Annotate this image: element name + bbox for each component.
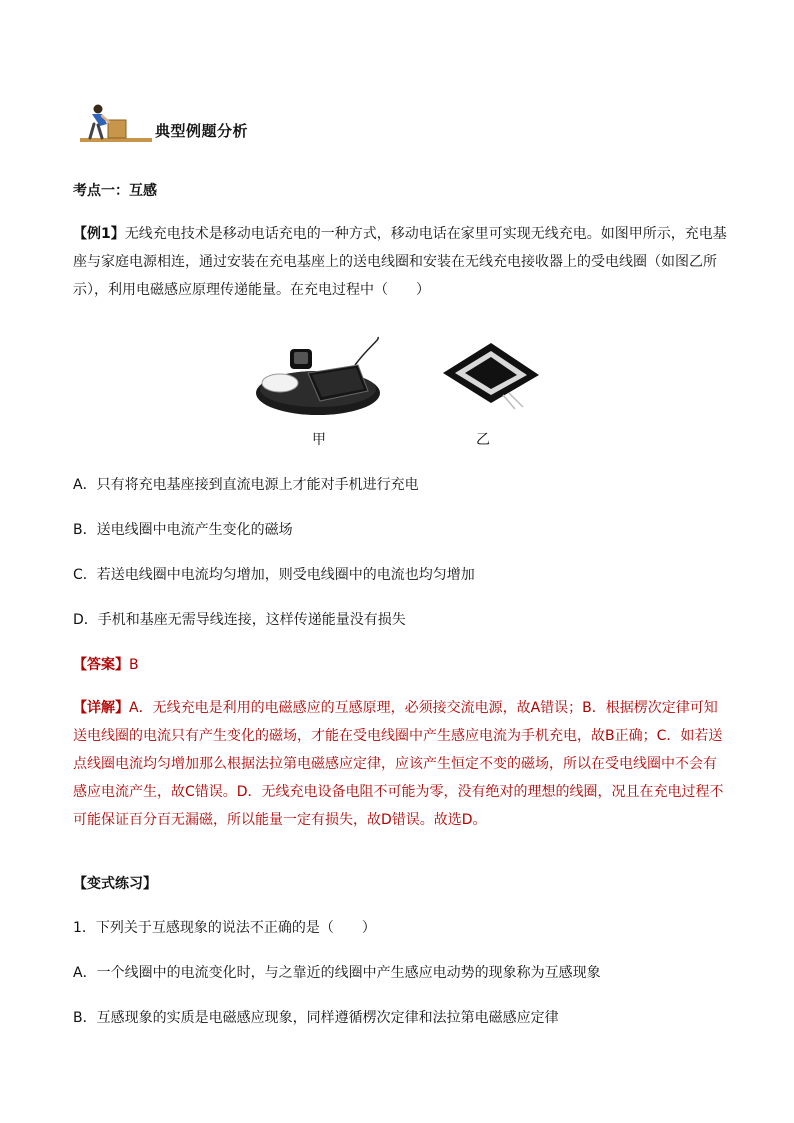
- detail-explanation: [73, 694, 723, 834]
- variant-title: 【变式练习】: [73, 876, 157, 892]
- example-line-1: 无线充电技术是移动电话充电的一种方式，移动电话在家里可实现无线充电。如图甲所示，充电基: [124, 226, 727, 242]
- figure-label-yi: 乙: [476, 432, 490, 448]
- topic-heading: 考点一：互感: [73, 183, 157, 199]
- answer-value: B: [129, 657, 139, 673]
- example-tag: 【例1】: [73, 226, 125, 242]
- charging-base-image: [250, 335, 390, 425]
- option-c: C．若送电线圈中电流均匀增加，则受电线圈中的电流也均匀增加: [73, 567, 475, 583]
- detail-tag: 【详解】: [73, 700, 129, 716]
- example-question: [73, 220, 727, 304]
- detail-line-2: 送电线圈的电流只有产生变化的磁场，才能在受电线圈中产生感应电流为手机充电，故B正确；C．如若送: [73, 728, 723, 744]
- variant-question: 1．下列关于互感现象的说法不正确的是（ ）: [73, 920, 376, 936]
- detail-line-4: 感应电流产生，故C错误。D．无线充电设备电阻不可能为零，没有绝对的理想的线圈，况且在充电过程不: [73, 784, 724, 800]
- receiver-coil-image: [435, 335, 545, 425]
- detail-line-5: 可能保证百分百无漏磁，所以能量一定有损失，故D错误。故选D。: [73, 812, 487, 828]
- example-line-2: 座与家庭电源相连，通过安装在充电基座上的送电线圈和安装在无线充电接收器上的受电线圈（如图乙所: [73, 254, 717, 270]
- option-b: B．送电线圈中电流产生变化的磁场: [73, 522, 293, 538]
- detail-line-1: A．无线充电是利用的电磁感应的互感原理，必须接交流电源，故A错误；B．根据楞次定律可知: [129, 700, 718, 716]
- detail-line-3: 点线圈电流均匀增加那么根据法拉第电磁感应定律，应该产生恒定不变的磁场，所以在受电线圈中不会有: [73, 756, 717, 772]
- option-a: A．只有将充电基座接到直流电源上才能对手机进行充电: [73, 477, 419, 493]
- person-pushing-box-icon: [80, 100, 152, 146]
- answer-tag: 【答案】: [73, 657, 129, 673]
- figure-area: [250, 335, 560, 450]
- option-d: D．手机和基座无需导线连接，这样传递能量没有损失: [73, 612, 406, 628]
- variant-option-b: B．互感现象的实质是电磁感应现象，同样遵循楞次定律和法拉第电磁感应定律: [73, 1010, 559, 1026]
- variant-option-a: A．一个线圈中的电流变化时，与之靠近的线圈中产生感应电动势的现象称为互感现象: [73, 965, 601, 981]
- example-line-3: 示），利用电磁感应原理传递能量。在充电过程中（ ）: [73, 282, 430, 298]
- section-title: 典型例题分析: [155, 122, 249, 140]
- figure-label-jia: 甲: [312, 432, 326, 448]
- section-header: [80, 100, 280, 150]
- answer-line: [73, 654, 139, 674]
